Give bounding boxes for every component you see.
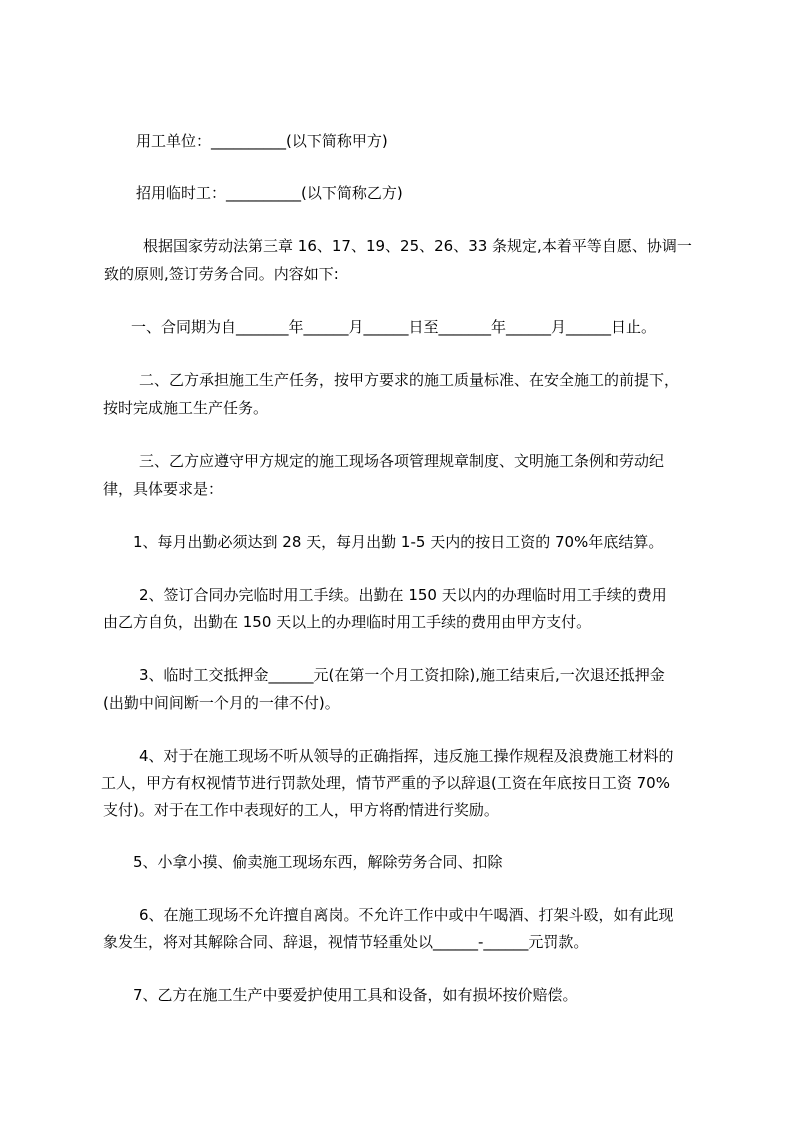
party-b-line: 招用临时工：__________(以下简称乙方) <box>136 184 403 202</box>
basis-line-2: 致的原则,签订劳务合同。内容如下: <box>104 265 339 283</box>
item-4-line-1: 4、对于在施工现场不听从领导的正确指挥，违反施工操作规程及浪费施工材料的 <box>139 747 674 765</box>
party-a-line: 用工单位：__________(以下简称甲方) <box>136 132 388 150</box>
basis-line-1: 根据国家劳动法第三章 16、17、19、25、26、33 条规定,本着平等自愿、协调一 <box>143 237 692 255</box>
item-5-line: 5、小拿小摸、偷卖施工现场东西，解除劳务合同、扣除 <box>133 853 503 871</box>
item-6-line-2: 象发生，将对其解除合同、辞退，视情节轻重处以______-______元罚款。 <box>103 933 589 951</box>
item-2-line-1: 2、签订合同办完临时用工手续。出勤在 150 天以内的办理临时用工手续的费用 <box>139 586 667 604</box>
item-3-line-1: 3、临时工交抵押金______元(在第一个月工资扣除),施工结束后,一次退还抵押金 <box>139 666 665 684</box>
clause-3-line-2: 律，具体要求是： <box>103 480 224 498</box>
clause-2-line-2: 按时完成施工生产任务。 <box>103 399 269 417</box>
clause-1-line: 一、合同期为自_______年______月______日至_______年______月______日止。 <box>131 318 657 336</box>
item-3-line-2: (出勤中间间断一个月的一律不付)。 <box>103 694 340 712</box>
item-4-line-2: 工人，甲方有权视情节进行罚款处理，情节严重的予以辞退(工资在年底按日工资 70% <box>101 774 670 792</box>
item-6-line-1: 6、在施工现场不允许擅自离岗。不允许工作中或中午喝酒、打架斗殴，如有此现 <box>139 906 674 924</box>
item-2-line-2: 由乙方自负，出勤在 150 天以上的办理临时用工手续的费用由甲方支付。 <box>103 613 592 631</box>
item-7-line: 7、乙方在施工生产中要爱护使用工具和设备，如有损坏按价赔偿。 <box>133 986 578 1004</box>
item-1-line: 1、每月出勤必须达到 28 天，每月出勤 1-5 天内的按日工资的 70%年底结算。 <box>133 533 664 551</box>
item-4-line-3: 支付)。对于在工作中表现好的工人，甲方将酌情进行奖励。 <box>103 801 499 819</box>
clause-3-line-1: 三、乙方应遵守甲方规定的施工现场各项管理规章制度、文明施工条例和劳动纪 <box>139 452 665 470</box>
clause-2-line-1: 二、乙方承担施工生产任务，按甲方要求的施工质量标准、在安全施工的前提下， <box>139 371 680 389</box>
